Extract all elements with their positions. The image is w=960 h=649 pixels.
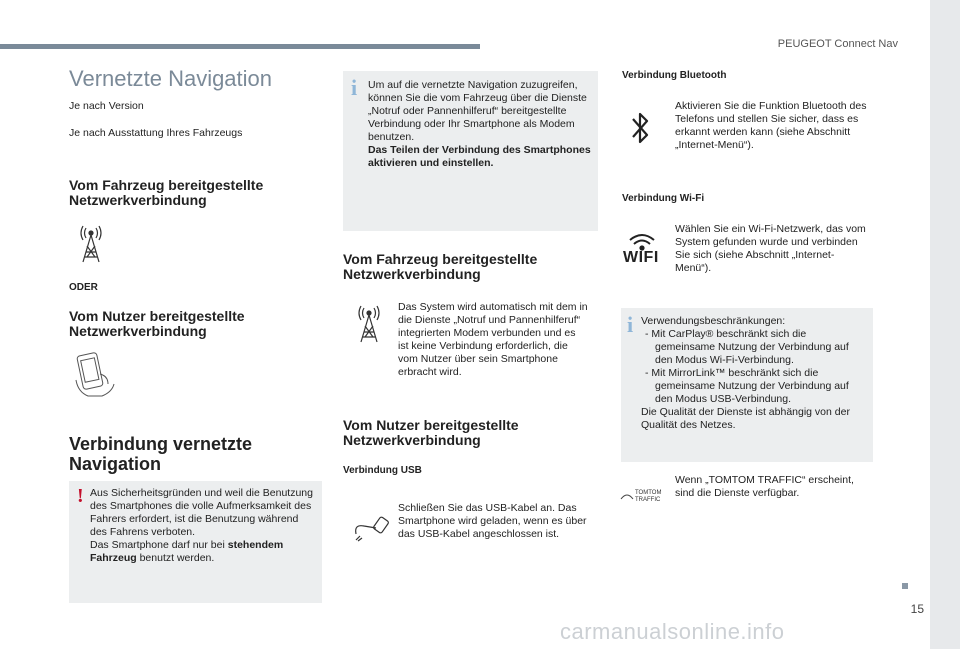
connection-heading: Verbindung vernetzte Navigation — [69, 434, 253, 474]
watermark: carmanualsonline.info — [560, 619, 785, 644]
usb-cable-icon — [352, 504, 392, 542]
bluetooth-text: Aktivieren Sie die Funktion Bluetooth des Telefons und stellen Sie sicher, dass es erkannt werden kann (siehe Abschnitt „Internet-Menü“). — [675, 100, 867, 151]
vehicle-connection-heading-2: Vom Fahrzeug bereitgestellte Netzwerkverbindung — [343, 251, 538, 282]
vehicle-connection-heading: Vom Fahrzeug bereitgestellte Netzwerkverbindung — [69, 177, 264, 208]
page-header: PEUGEOT Connect Nav — [777, 38, 898, 50]
wifi-text: Wählen Sie ein Wi-Fi-Netzwerk, das vom System gefunden wurde und verbinden Sie sich (siehe Abschnitt „Internet-Menü“). — [675, 223, 866, 274]
info-icon: i — [351, 75, 358, 100]
end-marker — [902, 583, 908, 589]
warning-icon: ! — [77, 485, 84, 507]
oder-label: ODER — [69, 282, 98, 293]
info-box — [343, 71, 598, 231]
info-text: Um auf die vernetzte Navigation zuzugreifen, können Sie die vom Fahrzeug über die Dienste „Notruf oder Pannenhilferuf“ bereitgestellte Verbindung oder Ihr Smartphone als Modem benutzen. Das Teilen der Verbindung des Smartphones aktivieren und einstellen. — [368, 79, 591, 169]
usb-text: Schließen Sie das USB-Kabel an. Das Smartphone wird geladen, wenn es über das USB-Kabel angeschlossen ist. — [398, 502, 587, 540]
page-number: 15 — [910, 602, 924, 616]
top-accent-bar — [0, 44, 480, 49]
antenna-icon — [74, 224, 108, 264]
side-strip — [930, 0, 960, 649]
user-connection-heading: Vom Nutzer bereitgestellte Netzwerkverbindung — [69, 308, 245, 339]
user-connection-heading-2: Vom Nutzer bereitgestellte Netzwerkverbindung — [343, 417, 519, 448]
bluetooth-icon — [630, 110, 652, 146]
usb-label: Verbindung USB — [343, 465, 422, 476]
wifi-label: Verbindung Wi-Fi — [622, 193, 705, 204]
bluetooth-label: Verbindung Bluetooth — [622, 70, 727, 81]
info-icon: i — [627, 312, 634, 337]
restrictions-box — [621, 308, 873, 462]
equipment-note: Je nach Ausstattung Ihres Fahrzeugs — [69, 127, 243, 139]
restrictions-text: Verwendungsbeschränkungen: - Mit CarPlay® beschränkt sich die gemeinsame Nutzung der Verbindung auf den Modus Wi-Fi-Verbindung. - Mit MirrorLink™ beschränkt sich die gemeinsame Nutzung der Verbindung auf den Modus USB-Verbindung. Die Qualität der Dienste ist abhängig von der Qualität des Netzes. — [641, 315, 850, 431]
warning-box — [69, 481, 322, 603]
antenna-icon — [352, 304, 386, 344]
warning-text: Aus Sicherheitsgründen und weil die Benutzung des Smartphones die volle Aufmerksamkeit des Fahrers erfordert, ist die Benutzung während des Fahrens verboten. Das Smartphone darf nur bei stehendem Fahrzeug benutzt werden. — [90, 487, 313, 564]
page-title: Vernetzte Navigation — [69, 66, 273, 91]
tomtom-text: Wenn „TOMTOM TRAFFIC“ erscheint, sind die Dienste verfügbar. — [675, 474, 854, 499]
wifi-icon-text: WIFI — [623, 249, 659, 266]
version-note: Je nach Version — [69, 100, 144, 112]
smartphone-icon — [72, 352, 118, 400]
vehicle-connection-text: Das System wird automatisch mit dem in die Dienste „Notruf und Pannenhilferuf“ integrierten Modem verbunden und es ist keine Verbindung erforderlich, die vom Nutzer über sein Smartphone erbracht wird. — [398, 301, 588, 378]
